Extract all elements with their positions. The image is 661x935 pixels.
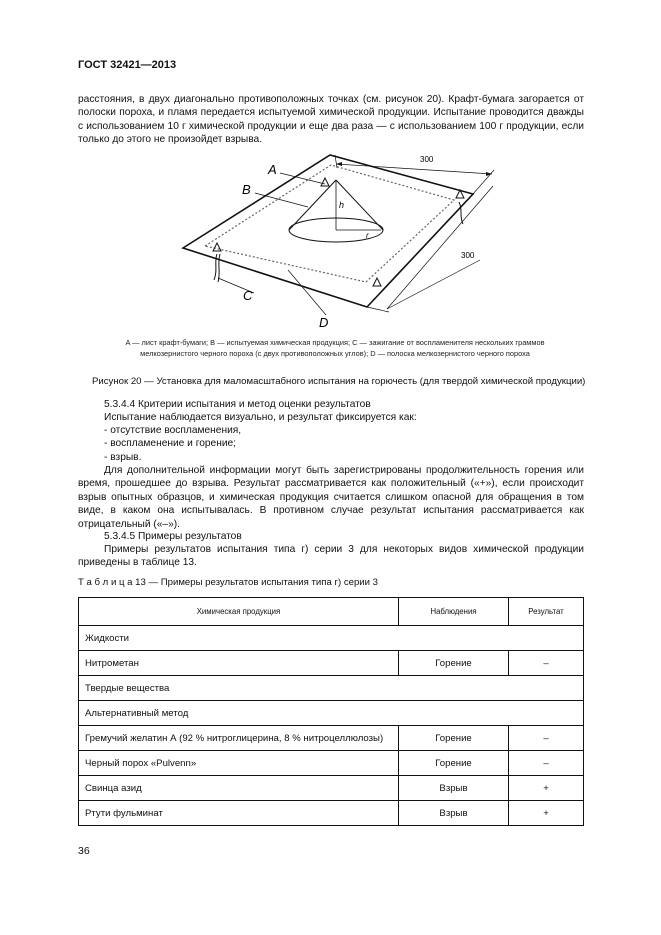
label-a: A — [268, 162, 277, 177]
criteria-item: - отсутствие воспламенения, — [104, 425, 242, 436]
criteria-item: - взрыв. — [104, 452, 142, 463]
document-header: ГОСТ 32421—2013 — [78, 59, 177, 71]
page-number: 36 — [78, 845, 90, 857]
criteria-item: - воспламенение и горение; — [104, 438, 237, 449]
label-r: r — [366, 231, 369, 240]
dimension-right-label: 300 — [461, 251, 475, 260]
table-row: Черный порох «Pulvenn» Горение – — [79, 751, 584, 776]
header-result: Результат — [509, 598, 584, 626]
table-row: Ртути фульминат Взрыв + — [79, 801, 584, 826]
table-group-row: Твердые вещества — [79, 676, 584, 701]
ignition-marker-top — [321, 178, 329, 186]
label-h: h — [339, 200, 345, 210]
dimension-top-label: 300 — [420, 155, 434, 164]
results-table — [78, 597, 584, 826]
label-c: C — [243, 288, 253, 303]
kraft-paper-sheet — [183, 155, 473, 307]
header-product: Химическая продукция — [79, 598, 399, 626]
label-d: D — [319, 315, 329, 330]
ignition-marker-left — [213, 243, 221, 251]
figure-caption: Рисунок 20 — Установка для маломасштабного испытания на горючесть (для твердой химической продукции) — [92, 376, 586, 387]
section-5344-heading: 5.3.4.4 Критерии испытания и метод оценки результатов — [104, 399, 371, 410]
section-5345-heading: 5.3.4.5 Примеры результатов — [104, 531, 242, 542]
section-5344-lead: Испытание наблюдается визуально, и результат фиксируется как: — [104, 412, 417, 423]
section-5345-paragraph: Примеры результатов испытания типа г) серии 3 для некоторых видов химической продукции приведены в таблице 13. — [78, 544, 584, 569]
table-group-row: Альтернативный метод — [79, 701, 584, 726]
table-group-row: Жидкости — [79, 626, 584, 651]
ignition-marker-bottom — [373, 278, 381, 286]
figure-20-diagram — [180, 152, 510, 332]
table-caption: Т а б л и ц а 13 — Примеры результатов испытания типа г) серии 3 — [78, 577, 379, 588]
header-observations: Наблюдения — [399, 598, 509, 626]
intro-paragraph: расстояния, в двух диагонально противоположных точках (см. рисунок 20). Крафт-бумага загорается от полоски пороха, и пламя передается испытуемой химической продукции. Испытание проводится дважды с использованием 10 г химической продукции и еще два раза — с использованием 100 г продукции, если только до этого не произойдет взрыва. — [78, 94, 584, 146]
label-b: B — [242, 182, 251, 197]
table-row: Гремучий желатин А (92 % нитроглицерина, 8 % нитроцеллюлозы) Горение – — [79, 726, 584, 751]
table-row: Нитрометан Горение – — [79, 651, 584, 676]
section-5344-paragraph: Для дополнительной информации могут быть зарегистрированы продолжительность горения или время, прошедшее до взрыва. Результат рассматривается как положительный («+»), если происходит взрыв опытных образцов, и химическая продукция считается слишком опасной для обращения в том виде, в каком она испытывалась. В противном случае результат испытания рассматривается как отрицательный («–»). — [78, 465, 584, 530]
table-header-row — [79, 598, 584, 626]
table-row: Свинца азид Взрыв + — [79, 776, 584, 801]
figure-legend: A — лист крафт-бумаги; B — испытуемая химическая продукция; C — зажигание от воспламенителя нескольких граммов мелкозернистого черного пороха (с двух противоположных углов); D — полоска мелкозернистого черного пороха — [125, 338, 545, 358]
